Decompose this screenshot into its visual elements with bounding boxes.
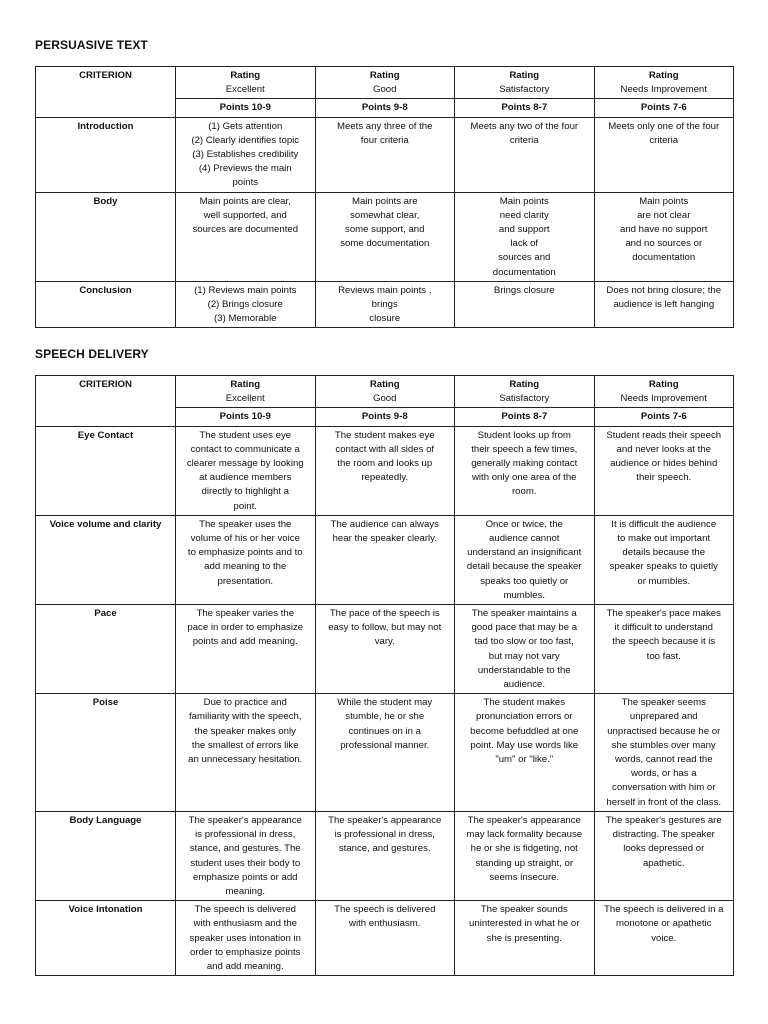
rubric-cell: Meets any three of the four criteria <box>315 117 455 192</box>
rating-header-needs-improvement: Rating Needs Improvement <box>594 67 734 99</box>
rubric-cell: (1) Gets attention (2) Clearly identifies topic (3) Establishes credibility (4) Previews the main points <box>176 117 316 192</box>
rubric-cell: While the student may stumble, he or she continues on in a professional manner. <box>315 694 455 812</box>
rubric-cell: Brings closure <box>455 281 595 328</box>
points-excellent: Points 10-9 <box>176 99 316 117</box>
table-row <box>36 515 734 604</box>
table-row <box>36 811 734 900</box>
criterion-cell: Body <box>36 192 176 281</box>
rubric-cell: It is difficult the audience to make out important details because the speaker speaks to quietly or mumbles. <box>594 515 734 604</box>
rubric-cell: Student looks up from their speech a few times, generally making contact with only one area of the room. <box>455 426 595 515</box>
section-title-persuasive-text: PERSUASIVE TEXT <box>35 38 148 52</box>
rating-header-satisfactory: Rating Satisfactory <box>455 376 595 408</box>
table-row <box>36 192 734 281</box>
rubric-cell: The speaker maintains a good pace that may be a tad too slow or too fast, but may not vary understandable to the audience. <box>455 605 595 694</box>
criterion-header: CRITERION <box>36 376 176 427</box>
rating-header-good: Rating Good <box>315 376 455 408</box>
criterion-cell: Conclusion <box>36 281 176 328</box>
criterion-cell: Eye Contact <box>36 426 176 515</box>
rubric-cell: Student reads their speech and never looks at the audience or hides behind their speech. <box>594 426 734 515</box>
table-row <box>36 694 734 812</box>
table-row <box>36 901 734 976</box>
criterion-cell: Pace <box>36 605 176 694</box>
criterion-cell: Voice Intonation <box>36 901 176 976</box>
rubric-cell: The student makes eye contact with all sides of the room and looks up repeatedly. <box>315 426 455 515</box>
rubric-cell: Reviews main points , brings closure <box>315 281 455 328</box>
criterion-cell: Body Language <box>36 811 176 900</box>
rubric-cell: Does not bring closure; the audience is left hanging <box>594 281 734 328</box>
persuasive-text-rubric-table <box>35 66 734 328</box>
rubric-cell: The speaker's gestures are distracting. The speaker looks depressed or apathetic. <box>594 811 734 900</box>
points-excellent: Points 10-9 <box>176 408 316 426</box>
section-title-speech-delivery: SPEECH DELIVERY <box>35 347 149 361</box>
points-needs-improvement: Points 7-6 <box>594 408 734 426</box>
rating-header-excellent: Rating Excellent <box>176 67 316 99</box>
rubric-cell: Main points are somewhat clear, some support, and some documentation <box>315 192 455 281</box>
criterion-cell: Poise <box>36 694 176 812</box>
rubric-cell: Due to practice and familiarity with the speech, the speaker makes only the smallest of errors like an unnecessary hesitation. <box>176 694 316 812</box>
criterion-cell: Voice volume and clarity <box>36 515 176 604</box>
criterion-header: CRITERION <box>36 67 176 118</box>
table-row <box>36 426 734 515</box>
rating-header-satisfactory: Rating Satisfactory <box>455 67 595 99</box>
points-needs-improvement: Points 7-6 <box>594 99 734 117</box>
rubric-cell: Main points are not clear and have no support and no sources or documentation <box>594 192 734 281</box>
rubric-cell: Once or twice, the audience cannot understand an insignificant detail because the speaker speaks too quietly or mumbles. <box>455 515 595 604</box>
table-row <box>36 281 734 328</box>
rubric-cell: Main points need clarity and support lack of sources and documentation <box>455 192 595 281</box>
rubric-cell: The speaker varies the pace in order to emphasize points and add meaning. <box>176 605 316 694</box>
rubric-cell: The speech is delivered in a monotone or apathetic voice. <box>594 901 734 976</box>
points-satisfactory: Points 8-7 <box>455 408 595 426</box>
rubric-cell: The speaker's appearance is professional in dress, stance, and gestures. The student uses their body to emphasize points or add meaning. <box>176 811 316 900</box>
rating-header-good: Rating Good <box>315 67 455 99</box>
table-row <box>36 117 734 192</box>
points-satisfactory: Points 8-7 <box>455 99 595 117</box>
rubric-cell: The pace of the speech is easy to follow, but may not vary. <box>315 605 455 694</box>
points-good: Points 9-8 <box>315 408 455 426</box>
table-row <box>36 605 734 694</box>
rubric-cell: The speaker's appearance may lack formality because he or she is fidgeting, not standing up straight, or seems insecure. <box>455 811 595 900</box>
points-good: Points 9-8 <box>315 99 455 117</box>
rubric-cell: The audience can always hear the speaker clearly. <box>315 515 455 604</box>
rating-header-excellent: Rating Excellent <box>176 376 316 408</box>
rubric-cell: The speech is delivered with enthusiasm and the speaker uses intonation in order to emphasize points and add meaning. <box>176 901 316 976</box>
rubric-cell: The speaker's pace makes it difficult to understand the speech because it is too fast. <box>594 605 734 694</box>
rubric-cell: The speaker uses the volume of his or her voice to emphasize points and to add meaning to the presentation. <box>176 515 316 604</box>
rubric-cell: Meets any two of the four criteria <box>455 117 595 192</box>
rubric-cell: The speaker seems unprepared and unpractised because he or she stumbles over many words, cannot read the words, or has a conversation with him or herself in front of the class. <box>594 694 734 812</box>
rubric-cell: The speaker sounds uninterested in what he or she is presenting. <box>455 901 595 976</box>
rubric-cell: The speech is delivered with enthusiasm. <box>315 901 455 976</box>
rubric-cell: The speaker's appearance is professional in dress, stance, and gestures. <box>315 811 455 900</box>
rubric-cell: Main points are clear, well supported, and sources are documented <box>176 192 316 281</box>
criterion-cell: Introduction <box>36 117 176 192</box>
rubric-cell: Meets only one of the four criteria <box>594 117 734 192</box>
header-row <box>36 376 734 408</box>
speech-delivery-rubric-table <box>35 375 734 976</box>
rubric-cell: The student uses eye contact to communicate a clearer message by looking at audience members directly to highlight a point. <box>176 426 316 515</box>
rubric-cell: The student makes pronunciation errors or become befuddled at one point. May use words like "um" or "like." <box>455 694 595 812</box>
header-row <box>36 67 734 99</box>
rubric-cell: (1) Reviews main points (2) Brings closure (3) Memorable <box>176 281 316 328</box>
rating-header-needs-improvement: Rating Needs Improvement <box>594 376 734 408</box>
